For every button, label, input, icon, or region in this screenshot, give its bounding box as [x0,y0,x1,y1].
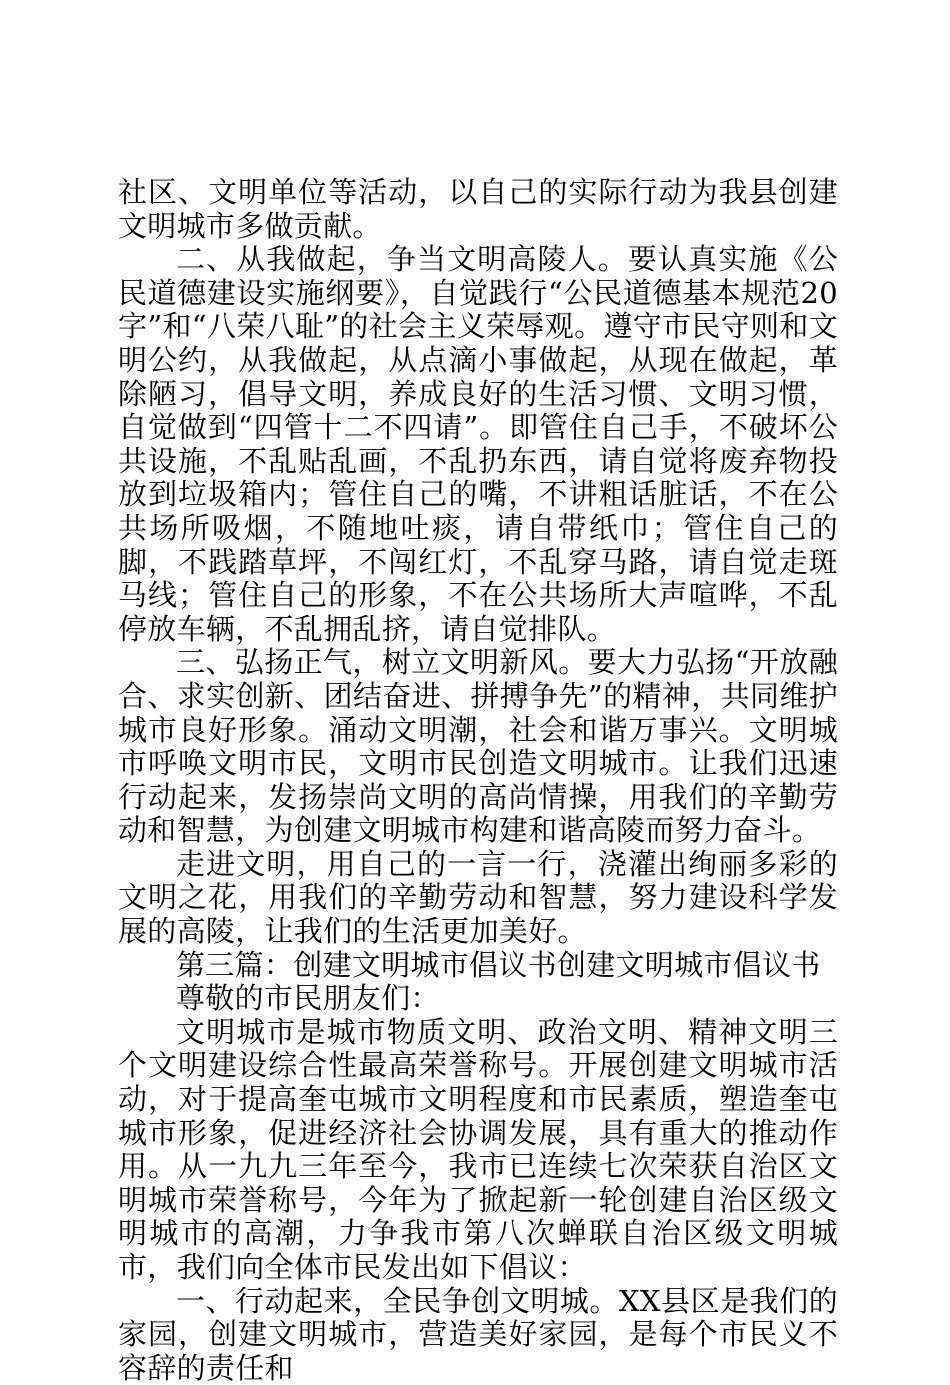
paragraph-section-three: 三、弘扬正气，树立文明新风。要大力弘扬“开放融合、求实创新、团结奋进、拼搏争先”的精神，共同维护城市良好形象。涌动文明潮，社会和谐万事兴。文明城市呼唤文明市民，文明市民创造文明城市。让我们迅速行动起来，发扬崇尚文明的高尚情操，用我们的辛勤劳动和智慧，为创建文明城市构建和谐高陵而努力奋斗。 [118,645,838,848]
document-body [118,176,838,1385]
paragraph-section-two: 二、从我做起，争当文明高陵人。要认真实施《公民道德建设实施纲要》，自觉践行“公民道德基本规范20字”和“八荣八耻”的社会主义荣辱观。遵守市民守则和文明公约，从我做起，从点滴小事做起，从现在做起，革除陋习，倡导文明，养成良好的生活习惯、文明习惯，自觉做到“四管十二不四请”。即管住自己手，不破坏公共设施，不乱贴乱画，不乱扔东西，请自觉将废弃物投放到垃圾箱内；管住自己的嘴，不讲粗话脏话，不在公共场所吸烟，不随地吐痰，请自带纸巾；管住自己的脚，不践踏草坪，不闯红灯，不乱穿马路，请自觉走斑马线；管住自己的形象，不在公共场所大声喧哗，不乱停放车辆，不乱拥乱挤，请自觉排队。 [118,242,838,646]
paragraph-closing: 走进文明，用自己的一言一行，浇灌出绚丽多彩的文明之花，用我们的辛勤劳动和智慧，努力建设科学发展的高陵，让我们的生活更加美好。 [118,846,838,949]
paragraph-point-one: 一、行动起来，全民争创文明城。XX县区是我们的家园，创建文明城市，营造美好家园，是每个市民义不容辞的责任和 [118,1283,838,1385]
salutation: 尊敬的市民朋友们： [176,981,440,1016]
paragraph-intro: 文明城市是城市物质文明、政治文明、精神文明三个文明建设综合性最高荣誉称号。开展创建文明城市活动，对于提高奎屯城市文明程度和市民素质，塑造奎屯城市形象，促进经济社会协调发展，具有重大的推动作用。从一九九三年至今，我市已连续七次荣获自治区文明城市荣誉称号，今年为了掀起新一轮创建自治区级文明城市的高潮，力争我市第八次蝉联自治区级文明城市，我们向全体市民发出如下倡议： [118,1014,838,1284]
paragraph-continuation: 社区、文明单位等活动，以自己的实际行动为我县创建文明城市多做贡献。 [118,175,838,243]
section-heading: 第三篇：创建文明城市倡议书创建文明城市倡议书 [176,947,821,982]
